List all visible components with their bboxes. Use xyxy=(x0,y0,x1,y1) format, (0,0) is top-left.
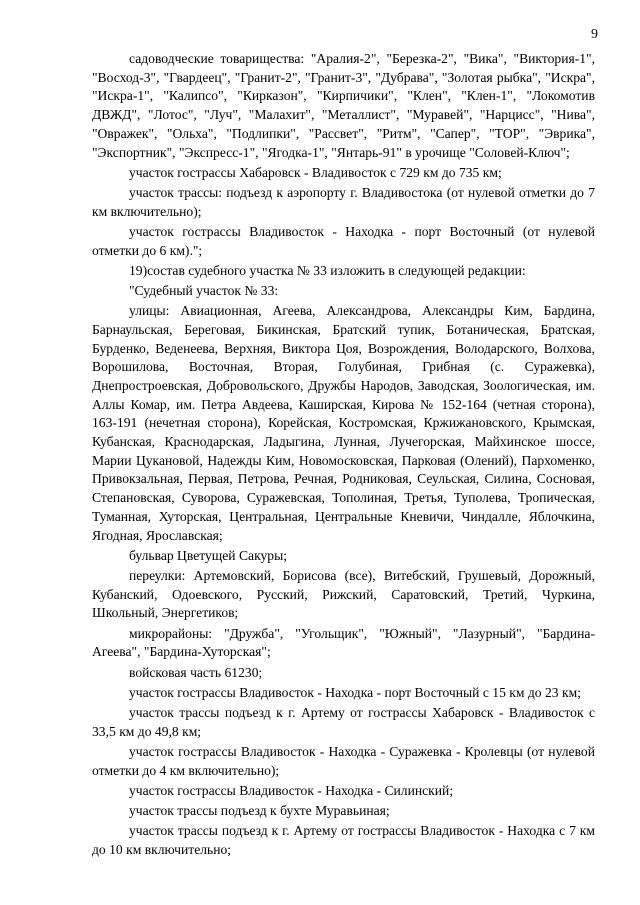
paragraph-road-artem-khabarovsk: участок трассы подъезд к г. Артему от гострассы Хабаровск - Владивосток с 33,5 км до 49,8 км; xyxy=(92,704,595,739)
paragraph-road-muravinaya-bay: участок трассы подъезд к бухте Муравьиная; xyxy=(129,802,390,818)
paragraph-section-33-heading: "Судебный участок № 33: xyxy=(129,282,279,298)
document-body xyxy=(92,50,595,860)
paragraph-gardening-partnerships: садоводческие товарищества: "Аралия-2", "Березка-2", "Вика", "Виктория-1", "Восход-3", "Гвардеец", "Гранит-2", "Гранит-3", "Дубрава", "Золотая рыбка", "Искра", "Искра-1", "Калипсо", "Кирказон", "Кирпичики", "Клен", "Клен-1", "Локомотив ДВЖД", "Лотос", "Луч", "Малахит", "Металлист", "Муравей", "Нарцисс", "Нива", "Овражек", "Ольха", "Подлипки", "Рассвет", "Ритм", "Сапер", "ТОР", "Эврика", "Экспортник", "Экспресс-1", "Ягодка-1", "Янтарь-91" в урочище "Соловей-Ключ"; xyxy=(92,51,595,160)
paragraph-road-artem-nakhodka: участок трассы подъезд к г. Артему от гострассы Владивосток - Находка с 7 км до 10 км включительно; xyxy=(92,823,595,857)
paragraph-item-19: 19)состав судебного участка № 33 изложить в следующей редакции: xyxy=(129,262,526,278)
paragraph-highway-silinsky: участок гострассы Владивосток - Находка - Силинский; xyxy=(129,782,454,798)
paragraph-airport-road: участок трассы: подъезд к аэропорту г. Владивостока (от нулевой отметки до 7 км включительно); xyxy=(92,184,595,219)
paragraph-military-unit: войсковая часть 61230; xyxy=(129,664,263,680)
paragraph-boulevard: бульвар Цветущей Сакуры; xyxy=(129,547,287,563)
paragraph-highway-port: участок гострассы Владивосток - Находка - порт Восточный с 15 км до 23 км; xyxy=(129,684,581,700)
paragraph-streets: улицы: Авиационная, Агеева, Александрова, Александры Ким, Бардина, Барнаульская, Береговая, Бикинская, Братский тупик, Ботаническая, Братская, Бурденко, Веденеева, Верхняя, Виктора Цоя, Возрождения, Володарского, Волхова, Ворошилова, Восточная, Вторая, Голубиная, Грибная (с. Суражевка), Днепростроевская, Добровольского, Дружбы Народов, Заводская, Зоологическая, им. Аллы Комар, им. Петра Авдеева, Каширская, Кирова № 152-164 (четная сторона), 163-191 (нечетная сторона), Корейская, Костромская, Кржижановского, Крымская, Кубанская, Краснодарская, Ладыгина, Лунная, Лучегорская, Майхинское шоссе, Марии Цукановой, Надежды Ким, Новомосковская, Парковая (Олений), Пархоменко, Привокзальная, Первая, Петрова, Речная, Родниковая, Сеульская, Силина, Сосновая, Степановская, Суворова, Суражевская, Тополиная, Третья, Туполева, Тропическая, Туманная, Хуторская, Центральная, Центральные Кневичи, Чиндалле, Яблочкина, Ягодная, Ярославская; xyxy=(92,303,595,543)
paragraph-microdistricts: микрорайоны: "Дружба", "Угольщик", "Южный", "Лазурный", "Бардина-Агеева", "Бардина-Хуторская"; xyxy=(92,625,595,660)
paragraph-highway-khabarovsk: участок гострассы Хабаровск - Владивосток с 729 км до 735 км; xyxy=(129,164,502,180)
paragraph-lanes: переулки: Артемовский, Борисова (все), Витебский, Грушевый, Дорожный, Кубанский, Одоевского, Русский, Рижский, Саратовский, Третий, Чуркина, Школьный, Энергетиков; xyxy=(92,567,595,621)
paragraph-highway-kroleвtsy: участок гострассы Владивосток - Находка - Суражевка - Кролевцы (от нулевой отметки до 4 км включительно); xyxy=(92,743,595,778)
page-number: 9 xyxy=(591,27,598,42)
paragraph-highway-nakhodka: участок гострассы Владивосток - Находка - порт Восточный (от нулевой отметки до 6 км)."; xyxy=(92,223,595,258)
